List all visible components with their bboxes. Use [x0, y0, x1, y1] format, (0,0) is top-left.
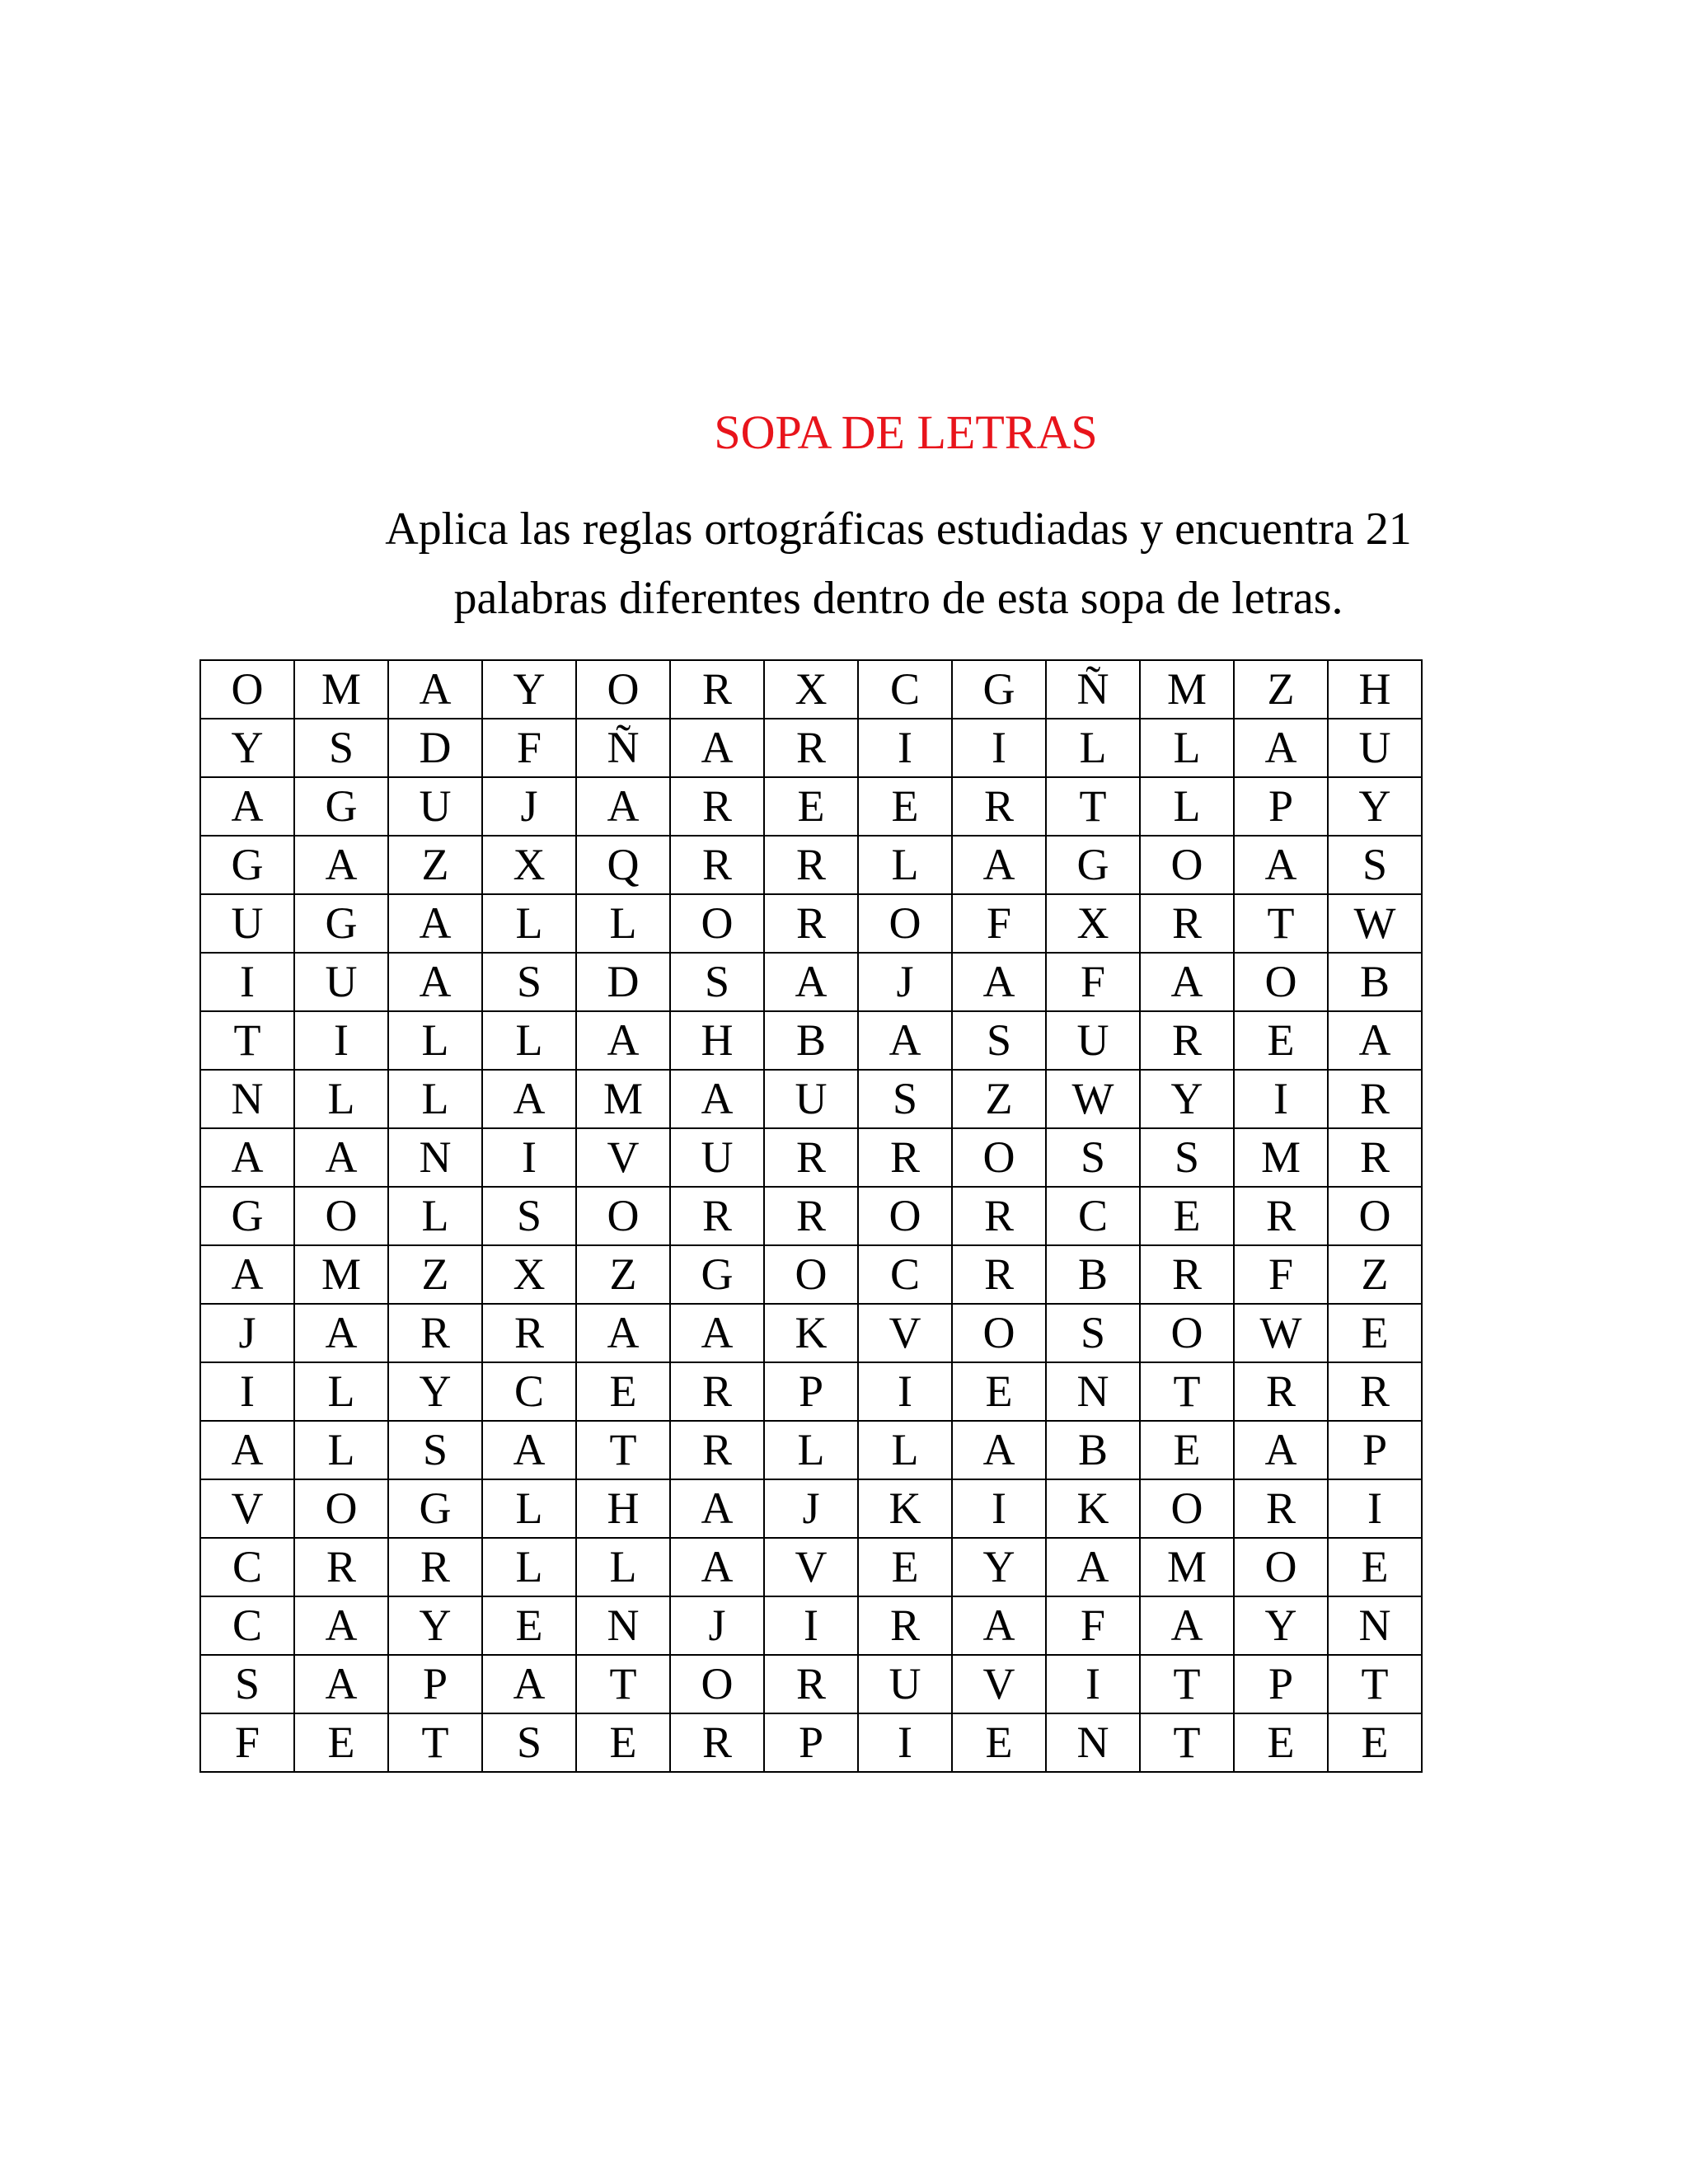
- grid-cell[interactable]: I: [858, 719, 952, 777]
- grid-cell[interactable]: O: [670, 894, 764, 953]
- grid-cell[interactable]: O: [670, 1655, 764, 1713]
- grid-cell[interactable]: S: [1140, 1128, 1234, 1187]
- grid-cell[interactable]: E: [1328, 1713, 1422, 1772]
- grid-cell[interactable]: I: [294, 1011, 388, 1070]
- grid-cell[interactable]: P: [388, 1655, 482, 1713]
- grid-cell[interactable]: G: [294, 894, 388, 953]
- grid-cell[interactable]: G: [294, 777, 388, 836]
- grid-cell[interactable]: O: [952, 1304, 1046, 1362]
- grid-cell[interactable]: R: [1234, 1187, 1328, 1245]
- grid-cell[interactable]: V: [576, 1128, 670, 1187]
- grid-cell[interactable]: A: [670, 719, 764, 777]
- grid-cell[interactable]: A: [200, 1245, 294, 1304]
- grid-cell[interactable]: O: [1234, 953, 1328, 1011]
- grid-cell[interactable]: A: [1046, 1538, 1140, 1596]
- grid-cell[interactable]: A: [294, 1128, 388, 1187]
- grid-cell[interactable]: T: [1328, 1655, 1422, 1713]
- grid-cell[interactable]: Ñ: [1046, 660, 1140, 719]
- grid-cell[interactable]: A: [1140, 1596, 1234, 1655]
- grid-cell[interactable]: E: [294, 1713, 388, 1772]
- grid-cell[interactable]: S: [1046, 1128, 1140, 1187]
- grid-cell[interactable]: U: [764, 1070, 858, 1128]
- grid-cell[interactable]: O: [200, 660, 294, 719]
- instructions-line-1: Aplica las reglas ortográficas estudiadas y encuentra 21: [385, 504, 1412, 555]
- grid-cell[interactable]: C: [1046, 1187, 1140, 1245]
- grid-row: [200, 1128, 1422, 1187]
- grid-cell[interactable]: L: [482, 1538, 576, 1596]
- grid-cell[interactable]: A: [576, 1011, 670, 1070]
- grid-cell[interactable]: R: [670, 1362, 764, 1421]
- grid-cell[interactable]: V: [200, 1479, 294, 1538]
- grid-cell[interactable]: J: [670, 1596, 764, 1655]
- grid-cell[interactable]: I: [1234, 1070, 1328, 1128]
- grid-cell[interactable]: K: [858, 1479, 952, 1538]
- grid-cell[interactable]: F: [482, 719, 576, 777]
- grid-cell[interactable]: R: [1234, 1479, 1328, 1538]
- grid-row: [200, 894, 1422, 953]
- grid-cell[interactable]: N: [1046, 1362, 1140, 1421]
- grid-cell[interactable]: C: [858, 1245, 952, 1304]
- grid-cell[interactable]: S: [670, 953, 764, 1011]
- grid-cell[interactable]: G: [200, 836, 294, 894]
- grid-cell[interactable]: R: [1328, 1128, 1422, 1187]
- grid-cell[interactable]: J: [858, 953, 952, 1011]
- grid-cell[interactable]: P: [764, 1362, 858, 1421]
- grid-cell[interactable]: L: [764, 1421, 858, 1479]
- grid-cell[interactable]: L: [388, 1187, 482, 1245]
- grid-cell[interactable]: I: [482, 1128, 576, 1187]
- grid-cell[interactable]: T: [1234, 894, 1328, 953]
- grid-cell[interactable]: S: [482, 1187, 576, 1245]
- grid-cell[interactable]: X: [482, 836, 576, 894]
- grid-cell[interactable]: Y: [1234, 1596, 1328, 1655]
- grid-cell[interactable]: G: [952, 660, 1046, 719]
- grid-cell[interactable]: R: [294, 1538, 388, 1596]
- grid-cell[interactable]: L: [576, 894, 670, 953]
- grid-cell[interactable]: R: [764, 1187, 858, 1245]
- grid-cell[interactable]: L: [1046, 719, 1140, 777]
- grid-cell[interactable]: F: [1234, 1245, 1328, 1304]
- grid-cell[interactable]: Y: [200, 719, 294, 777]
- grid-row: [200, 1245, 1422, 1304]
- grid-cell[interactable]: R: [764, 1128, 858, 1187]
- grid-cell[interactable]: A: [858, 1011, 952, 1070]
- grid-cell[interactable]: A: [670, 1070, 764, 1128]
- grid-cell[interactable]: P: [1234, 1655, 1328, 1713]
- grid-cell[interactable]: U: [200, 894, 294, 953]
- grid-cell[interactable]: Q: [576, 836, 670, 894]
- grid-cell[interactable]: C: [482, 1362, 576, 1421]
- grid-cell[interactable]: A: [388, 894, 482, 953]
- grid-cell[interactable]: R: [764, 836, 858, 894]
- grid-cell[interactable]: Z: [576, 1245, 670, 1304]
- grid-cell[interactable]: Z: [952, 1070, 1046, 1128]
- grid-cell[interactable]: T: [1140, 1713, 1234, 1772]
- grid-cell[interactable]: P: [1328, 1421, 1422, 1479]
- grid-cell[interactable]: O: [1140, 1304, 1234, 1362]
- grid-cell[interactable]: A: [388, 660, 482, 719]
- grid-cell[interactable]: D: [576, 953, 670, 1011]
- grid-cell[interactable]: A: [388, 953, 482, 1011]
- grid-cell[interactable]: J: [482, 777, 576, 836]
- grid-cell[interactable]: R: [670, 836, 764, 894]
- grid-cell[interactable]: G: [200, 1187, 294, 1245]
- grid-cell[interactable]: R: [1140, 1011, 1234, 1070]
- grid-cell[interactable]: R: [388, 1304, 482, 1362]
- grid-cell[interactable]: A: [1234, 836, 1328, 894]
- grid-cell[interactable]: T: [1140, 1362, 1234, 1421]
- grid-cell[interactable]: T: [200, 1011, 294, 1070]
- grid-cell[interactable]: L: [482, 1011, 576, 1070]
- grid-cell[interactable]: M: [576, 1070, 670, 1128]
- grid-cell[interactable]: K: [764, 1304, 858, 1362]
- grid-row: [200, 1596, 1422, 1655]
- grid-cell[interactable]: Y: [952, 1538, 1046, 1596]
- grid-cell[interactable]: T: [1046, 777, 1140, 836]
- grid-cell[interactable]: R: [858, 1596, 952, 1655]
- grid-cell[interactable]: R: [764, 719, 858, 777]
- page-title: SOPA DE LETRAS: [714, 405, 1098, 459]
- grid-cell[interactable]: W: [1328, 894, 1422, 953]
- grid-cell[interactable]: E: [576, 1362, 670, 1421]
- grid-cell[interactable]: S: [1328, 836, 1422, 894]
- grid-cell[interactable]: X: [1046, 894, 1140, 953]
- grid-row: [200, 1011, 1422, 1070]
- grid-cell[interactable]: R: [764, 1655, 858, 1713]
- grid-cell[interactable]: N: [576, 1596, 670, 1655]
- grid-row: [200, 719, 1422, 777]
- grid-cell[interactable]: E: [952, 1713, 1046, 1772]
- grid-cell[interactable]: A: [952, 1421, 1046, 1479]
- grid-cell[interactable]: S: [1046, 1304, 1140, 1362]
- grid-cell[interactable]: Y: [1328, 777, 1422, 836]
- grid-cell[interactable]: I: [200, 953, 294, 1011]
- grid-cell[interactable]: E: [1328, 1538, 1422, 1596]
- grid-cell[interactable]: M: [1234, 1128, 1328, 1187]
- grid-cell[interactable]: R: [670, 1187, 764, 1245]
- grid-cell[interactable]: A: [294, 1655, 388, 1713]
- grid-cell[interactable]: G: [670, 1245, 764, 1304]
- grid-cell[interactable]: I: [858, 1362, 952, 1421]
- grid-cell[interactable]: A: [576, 1304, 670, 1362]
- grid-cell[interactable]: A: [482, 1421, 576, 1479]
- grid-cell[interactable]: R: [670, 660, 764, 719]
- grid-cell[interactable]: R: [858, 1128, 952, 1187]
- grid-cell[interactable]: E: [1234, 1011, 1328, 1070]
- grid-cell[interactable]: S: [294, 719, 388, 777]
- grid-row: [200, 1538, 1422, 1596]
- grid-cell[interactable]: C: [858, 660, 952, 719]
- grid-cell[interactable]: Z: [388, 1245, 482, 1304]
- grid-cell[interactable]: U: [294, 953, 388, 1011]
- grid-row: [200, 1070, 1422, 1128]
- grid-cell[interactable]: A: [670, 1538, 764, 1596]
- grid-cell[interactable]: E: [858, 777, 952, 836]
- grid-cell[interactable]: O: [576, 1187, 670, 1245]
- grid-cell[interactable]: E: [1234, 1713, 1328, 1772]
- grid-cell[interactable]: A: [952, 953, 1046, 1011]
- grid-cell[interactable]: O: [764, 1245, 858, 1304]
- grid-cell[interactable]: H: [1328, 660, 1422, 719]
- grid-cell[interactable]: F: [200, 1713, 294, 1772]
- grid-cell[interactable]: B: [1046, 1245, 1140, 1304]
- grid-cell[interactable]: A: [1234, 1421, 1328, 1479]
- grid-cell[interactable]: C: [200, 1538, 294, 1596]
- grid-cell[interactable]: O: [576, 660, 670, 719]
- grid-cell[interactable]: E: [952, 1362, 1046, 1421]
- grid-cell[interactable]: R: [670, 1713, 764, 1772]
- grid-row: [200, 777, 1422, 836]
- grid-cell[interactable]: O: [294, 1479, 388, 1538]
- grid-cell[interactable]: O: [952, 1128, 1046, 1187]
- grid-cell[interactable]: M: [1140, 660, 1234, 719]
- grid-cell[interactable]: G: [388, 1479, 482, 1538]
- grid-cell[interactable]: T: [576, 1421, 670, 1479]
- grid-cell[interactable]: O: [1140, 1479, 1234, 1538]
- grid-cell[interactable]: H: [670, 1011, 764, 1070]
- grid-cell[interactable]: P: [1234, 777, 1328, 836]
- grid-cell[interactable]: A: [294, 1596, 388, 1655]
- grid-cell[interactable]: E: [576, 1713, 670, 1772]
- grid-cell[interactable]: X: [482, 1245, 576, 1304]
- grid-cell[interactable]: H: [576, 1479, 670, 1538]
- grid-cell[interactable]: N: [388, 1128, 482, 1187]
- grid-cell[interactable]: I: [952, 1479, 1046, 1538]
- grid-cell[interactable]: L: [576, 1538, 670, 1596]
- grid-cell[interactable]: F: [1046, 953, 1140, 1011]
- grid-cell[interactable]: T: [388, 1713, 482, 1772]
- grid-cell[interactable]: O: [858, 894, 952, 953]
- grid-cell[interactable]: M: [1140, 1538, 1234, 1596]
- grid-cell[interactable]: L: [294, 1070, 388, 1128]
- grid-cell[interactable]: L: [1140, 777, 1234, 836]
- grid-cell[interactable]: Y: [482, 660, 576, 719]
- grid-row: [200, 660, 1422, 719]
- grid-cell[interactable]: I: [952, 719, 1046, 777]
- grid-cell[interactable]: Ñ: [576, 719, 670, 777]
- grid-row: [200, 953, 1422, 1011]
- instructions-line-2: palabras diferentes dentro de esta sopa de letras.: [453, 573, 1343, 624]
- grid-cell[interactable]: A: [764, 953, 858, 1011]
- grid-cell[interactable]: X: [764, 660, 858, 719]
- grid-cell[interactable]: O: [294, 1187, 388, 1245]
- grid-cell[interactable]: A: [294, 1304, 388, 1362]
- grid-cell[interactable]: U: [1046, 1011, 1140, 1070]
- grid-row: [200, 836, 1422, 894]
- grid-row: [200, 1655, 1422, 1713]
- grid-cell[interactable]: G: [1046, 836, 1140, 894]
- grid-cell[interactable]: R: [670, 1421, 764, 1479]
- grid-cell[interactable]: E: [1328, 1304, 1422, 1362]
- grid-cell[interactable]: B: [1046, 1421, 1140, 1479]
- grid-row: [200, 1304, 1422, 1362]
- grid-cell[interactable]: R: [1140, 894, 1234, 953]
- grid-cell[interactable]: R: [764, 894, 858, 953]
- grid-cell[interactable]: N: [1328, 1596, 1422, 1655]
- grid-cell[interactable]: V: [858, 1304, 952, 1362]
- grid-cell[interactable]: A: [1234, 719, 1328, 777]
- grid-cell[interactable]: Y: [388, 1596, 482, 1655]
- grid-cell[interactable]: M: [294, 660, 388, 719]
- grid-cell[interactable]: L: [1140, 719, 1234, 777]
- grid-cell[interactable]: O: [858, 1187, 952, 1245]
- grid-cell[interactable]: J: [764, 1479, 858, 1538]
- grid-cell[interactable]: U: [1328, 719, 1422, 777]
- grid-cell[interactable]: S: [200, 1655, 294, 1713]
- grid-cell[interactable]: I: [858, 1713, 952, 1772]
- grid-cell[interactable]: I: [1328, 1479, 1422, 1538]
- grid-cell[interactable]: Z: [388, 836, 482, 894]
- grid-cell[interactable]: E: [1140, 1187, 1234, 1245]
- grid-cell[interactable]: S: [388, 1421, 482, 1479]
- word-search-grid: [199, 659, 1423, 1773]
- grid-cell[interactable]: W: [1234, 1304, 1328, 1362]
- instructions: [280, 494, 1517, 633]
- grid-cell[interactable]: V: [764, 1538, 858, 1596]
- grid-cell[interactable]: T: [1140, 1655, 1234, 1713]
- grid-cell[interactable]: Z: [1234, 660, 1328, 719]
- letter-table: [199, 659, 1423, 1773]
- grid-cell[interactable]: B: [764, 1011, 858, 1070]
- grid-cell[interactable]: R: [1328, 1362, 1422, 1421]
- grid-cell[interactable]: A: [200, 777, 294, 836]
- grid-cell[interactable]: I: [200, 1362, 294, 1421]
- grid-cell[interactable]: E: [482, 1596, 576, 1655]
- grid-cell[interactable]: B: [1328, 953, 1422, 1011]
- grid-cell[interactable]: F: [952, 894, 1046, 953]
- grid-cell[interactable]: R: [952, 777, 1046, 836]
- grid-cell[interactable]: S: [482, 1713, 576, 1772]
- grid-cell[interactable]: R: [388, 1538, 482, 1596]
- grid-cell[interactable]: R: [1140, 1245, 1234, 1304]
- grid-cell[interactable]: A: [1140, 953, 1234, 1011]
- grid-row: [200, 1362, 1422, 1421]
- grid-cell[interactable]: U: [670, 1128, 764, 1187]
- grid-cell[interactable]: R: [952, 1245, 1046, 1304]
- grid-cell[interactable]: S: [858, 1070, 952, 1128]
- grid-cell[interactable]: O: [1140, 836, 1234, 894]
- grid-cell[interactable]: A: [482, 1655, 576, 1713]
- grid-cell[interactable]: Y: [1140, 1070, 1234, 1128]
- grid-cell[interactable]: S: [482, 953, 576, 1011]
- grid-cell[interactable]: L: [294, 1362, 388, 1421]
- grid-cell[interactable]: D: [388, 719, 482, 777]
- grid-cell[interactable]: M: [294, 1245, 388, 1304]
- grid-cell[interactable]: O: [1328, 1187, 1422, 1245]
- grid-cell[interactable]: P: [764, 1713, 858, 1772]
- grid-cell[interactable]: N: [1046, 1713, 1140, 1772]
- grid-cell[interactable]: R: [670, 777, 764, 836]
- grid-cell[interactable]: A: [576, 777, 670, 836]
- grid-cell[interactable]: A: [294, 836, 388, 894]
- grid-cell[interactable]: I: [1046, 1655, 1140, 1713]
- grid-cell[interactable]: E: [1140, 1421, 1234, 1479]
- grid-cell[interactable]: A: [952, 1596, 1046, 1655]
- grid-cell[interactable]: R: [482, 1304, 576, 1362]
- grid-cell[interactable]: A: [200, 1128, 294, 1187]
- grid-cell[interactable]: K: [1046, 1479, 1140, 1538]
- grid-cell[interactable]: L: [482, 894, 576, 953]
- grid-cell[interactable]: U: [388, 777, 482, 836]
- grid-cell[interactable]: W: [1046, 1070, 1140, 1128]
- grid-cell[interactable]: E: [764, 777, 858, 836]
- grid-cell[interactable]: A: [200, 1421, 294, 1479]
- grid-cell[interactable]: O: [1234, 1538, 1328, 1596]
- grid-cell[interactable]: L: [294, 1421, 388, 1479]
- grid-cell[interactable]: J: [200, 1304, 294, 1362]
- grid-row: [200, 1479, 1422, 1538]
- grid-cell[interactable]: A: [482, 1070, 576, 1128]
- grid-cell[interactable]: R: [1328, 1070, 1422, 1128]
- grid-cell[interactable]: I: [764, 1596, 858, 1655]
- grid-cell[interactable]: L: [388, 1011, 482, 1070]
- grid-cell[interactable]: A: [670, 1479, 764, 1538]
- grid-cell[interactable]: L: [858, 1421, 952, 1479]
- grid-row: [200, 1713, 1422, 1772]
- grid-cell[interactable]: Z: [1328, 1245, 1422, 1304]
- grid-cell[interactable]: S: [952, 1011, 1046, 1070]
- grid-cell[interactable]: L: [482, 1479, 576, 1538]
- grid-cell[interactable]: T: [576, 1655, 670, 1713]
- grid-cell[interactable]: U: [858, 1655, 952, 1713]
- grid-cell[interactable]: V: [952, 1655, 1046, 1713]
- grid-cell[interactable]: L: [388, 1070, 482, 1128]
- grid-row: [200, 1187, 1422, 1245]
- grid-cell[interactable]: F: [1046, 1596, 1140, 1655]
- grid-cell[interactable]: A: [670, 1304, 764, 1362]
- grid-cell[interactable]: A: [1328, 1011, 1422, 1070]
- grid-cell[interactable]: E: [858, 1538, 952, 1596]
- grid-cell[interactable]: N: [200, 1070, 294, 1128]
- grid-cell[interactable]: C: [200, 1596, 294, 1655]
- grid-cell[interactable]: R: [952, 1187, 1046, 1245]
- grid-cell[interactable]: Y: [388, 1362, 482, 1421]
- grid-cell[interactable]: R: [1234, 1362, 1328, 1421]
- grid-cell[interactable]: L: [858, 836, 952, 894]
- grid-cell[interactable]: A: [952, 836, 1046, 894]
- grid-row: [200, 1421, 1422, 1479]
